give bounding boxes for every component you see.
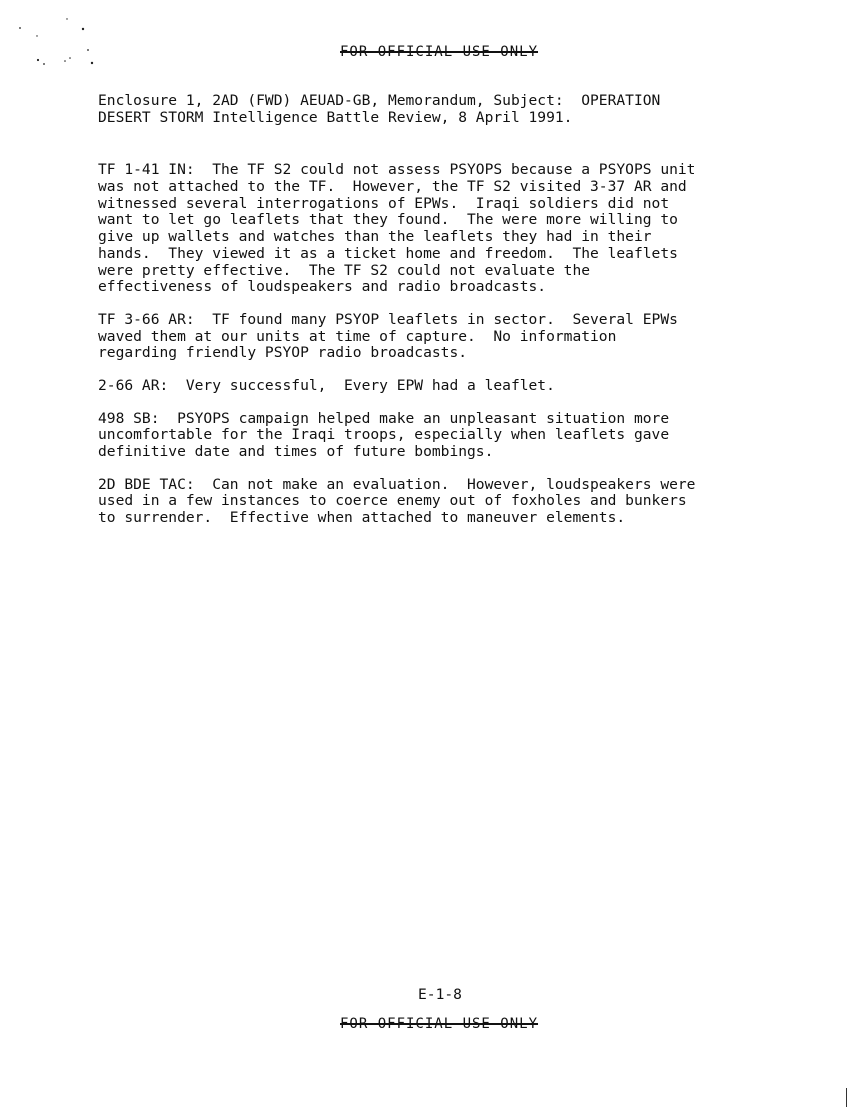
paragraph-line: want to let go leaflets that they found. The were more willing to xyxy=(98,211,678,229)
memo-body xyxy=(98,93,798,543)
paragraph-line: give up wallets and watches than the leaflets they had in their xyxy=(98,228,652,246)
paragraph-2-66-ar xyxy=(98,378,798,395)
paragraph-line: TF 1-41 IN: The TF S2 could not assess PSYOPS because a PSYOPS unit xyxy=(98,161,696,179)
paragraph-line: were pretty effective. The TF S2 could not evaluate the xyxy=(98,261,591,279)
page-number: E-1-8 xyxy=(418,986,462,1003)
heading-line: DESERT STORM Intelligence Battle Review, 8 April 1991. xyxy=(98,108,573,126)
scan-edge-mark xyxy=(846,1088,847,1107)
scan-specks xyxy=(0,0,110,75)
paragraph-line: TF 3-66 AR: TF found many PSYOP leaflets in sector. Several EPWs xyxy=(98,310,678,328)
paragraph-line: witnessed several interrogations of EPWs. Iraqi soldiers did not xyxy=(98,194,670,212)
paragraph-line: effectiveness of loudspeakers and radio broadcasts. xyxy=(98,278,547,296)
enclosure-heading xyxy=(98,93,798,126)
paragraph-line: to surrender. Effective when attached to maneuver elements. xyxy=(98,509,626,527)
paragraph-line: used in a few instances to coerce enemy out of foxholes and bunkers xyxy=(98,492,687,510)
paragraph-tf-1-41-in xyxy=(98,162,798,296)
paragraph-line: 2-66 AR: Very successful, Every EPW had a leaflet. xyxy=(98,376,555,394)
paragraph-line: uncomfortable for the Iraqi troops, especially when leaflets gave xyxy=(98,426,670,444)
paragraph-line: was not attached to the TF. However, the TF S2 visited 3-37 AR and xyxy=(98,178,687,196)
paragraph-line: 2D BDE TAC: Can not make an evaluation. However, loudspeakers were xyxy=(98,475,696,493)
paragraph-line: hands. They viewed it as a ticket home and freedom. The leaflets xyxy=(98,244,678,262)
classification-marking-bottom: FOR OFFICIAL USE ONLY xyxy=(340,1016,539,1032)
paragraph-line: waved them at our units at time of capture. No information xyxy=(98,327,617,345)
paragraph-line: 498 SB: PSYOPS campaign helped make an unpleasant situation more xyxy=(98,409,670,427)
heading-line: Enclosure 1, 2AD (FWD) AEUAD-GB, Memorandum, Subject: OPERATION xyxy=(98,92,661,109)
paragraph-line: regarding friendly PSYOP radio broadcasts. xyxy=(98,344,468,362)
paragraph-tf-3-66-ar xyxy=(98,312,798,362)
paragraph-line: definitive date and times of future bombings. xyxy=(98,443,494,460)
paragraph-498-sb xyxy=(98,411,798,461)
paragraph-2d-bde-tac xyxy=(98,477,798,527)
classification-marking-top: FOR OFFICIAL USE ONLY xyxy=(340,44,539,60)
